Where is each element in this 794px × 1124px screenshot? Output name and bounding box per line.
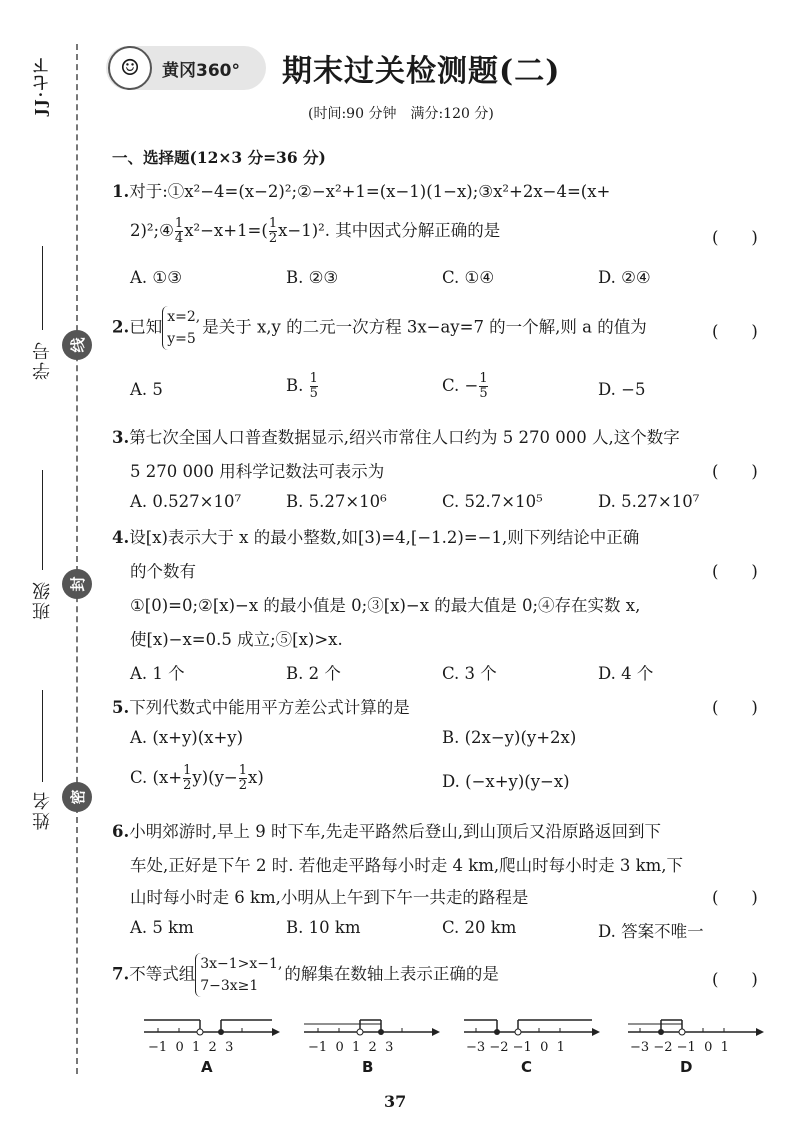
q7-system-brace: 3x−1>x−1, 7−3x≥1: [195, 953, 282, 997]
q2-option-a: A. 5: [130, 380, 163, 399]
q2-option-c: C. − $\frac{1}{5}$: [442, 371, 488, 401]
q1-line1: 1.对于:①x²−4=(x−2)²;②−x²+1=(x−1)(1−x);③x²+2x−4=(x+: [112, 182, 611, 201]
q3-option-a: A. 0.527×10⁷: [130, 492, 242, 511]
q1-answer-paren: ( ): [712, 228, 758, 247]
q1-option-b: B. ②③: [286, 268, 339, 287]
figure-label-d: D: [680, 1058, 693, 1076]
q6-option-c: C. 20 km: [442, 918, 517, 937]
q3-line1: 3.第七次全国人口普查数据显示,绍兴市常住人口约为 5 270 000 人,这个数字: [112, 428, 680, 447]
q4-option-a: A. 1 个: [130, 664, 185, 683]
q5-stem: 5.下列代数式中能用平方差公式计算的是: [112, 698, 410, 717]
number-line-c-ticks: −3 −2 −1 0 1: [466, 1040, 565, 1055]
q4-option-d: D. 4 个: [598, 664, 654, 683]
q4-line3: ①[0)=0;②[x)−x 的最小值是 0;③[x)−x 的最大值是 0;④存在实数 x,: [130, 596, 641, 615]
q2-answer-paren: ( ): [712, 322, 758, 341]
mascot-icon: ☺: [108, 46, 152, 90]
q3-answer-paren: ( ): [712, 462, 758, 481]
q7-answer-paren: ( ): [712, 970, 758, 989]
class-label: 班级: [32, 580, 53, 620]
q3-option-b: B. 5.27×10⁶: [286, 492, 387, 511]
q4-option-b: B. 2 个: [286, 664, 341, 683]
q1-option-d: D. ②④: [598, 268, 651, 287]
seal-line: 线: [62, 330, 92, 360]
exam-info: (时间:90 分钟 满分:120 分): [308, 106, 494, 122]
number-line-d-ticks: −3 −2 −1 0 1: [630, 1040, 729, 1055]
page-number: 37: [384, 1092, 407, 1111]
figure-label-b: B: [362, 1058, 374, 1076]
q1-option-a: A. ①③: [130, 268, 182, 287]
q4-line2: 的个数有: [130, 562, 196, 581]
figure-label-c: C: [521, 1058, 533, 1076]
page-title: 期末过关检测题(二): [282, 54, 561, 89]
q5-option-a: A. (x+y)(x+y): [130, 728, 244, 747]
q2-option-d: D. −5: [598, 380, 646, 399]
grade-tag: JJ·七下: [32, 56, 50, 116]
q6-option-a: A. 5 km: [130, 918, 194, 937]
student-id-label: 学号: [32, 340, 53, 380]
section-heading: 一、选择题(12×3 分=36 分): [112, 148, 326, 167]
q2-system-brace: x=2, y=5: [162, 306, 200, 350]
margin-dashed-line: [76, 44, 78, 1074]
brand-name: 黄冈360°: [162, 61, 240, 81]
q4-option-c: C. 3 个: [442, 664, 497, 683]
q6-option-d: D. 答案不唯一: [598, 922, 704, 941]
q4-line1: 4.设[x)表示大于 x 的最小整数,如[3)=4,[−1.2)=−1,则下列结论中正确: [112, 528, 640, 547]
seal-secret: 密: [62, 782, 92, 812]
q3-option-d: D. 5.27×10⁷: [598, 492, 700, 511]
q3-option-c: C. 52.7×10⁵: [442, 492, 543, 511]
class-blank: [42, 470, 43, 570]
q2-stem: 2.已知 x=2, y=5 是关于 x,y 的二元一次方程 3x−ay=7 的一个解,则 a 的值为: [112, 306, 647, 350]
q1-option-c: C. ①④: [442, 268, 495, 287]
q7-stem: 7.不等式组 3x−1>x−1, 7−3x≥1 的解集在数轴上表示正确的是: [112, 953, 499, 997]
figure-label-a: A: [201, 1058, 213, 1076]
q1-line2: 2)²;④ $\frac{1}{4}$ x²−x+1=( $\frac{1}{2}$ x−1)². 其中因式分解正确的是: [130, 216, 501, 246]
q4-answer-paren: ( ): [712, 562, 758, 581]
student-id-blank: [42, 246, 43, 330]
q5-option-d: D. (−x+y)(y−x): [442, 772, 570, 791]
number-line-b-ticks: −1 0 1 2 3: [308, 1040, 394, 1055]
q6-line3: 山时每小时走 6 km,小明从上午到下午一共走的路程是: [130, 888, 529, 907]
q5-answer-paren: ( ): [712, 698, 758, 717]
q2-option-b: B. $\frac{1}{5}$: [286, 371, 318, 401]
q6-line1: 6.小明郊游时,早上 9 时下车,先走平路然后登山,到山顶后又沿原路返回到下: [112, 822, 661, 841]
q6-line2: 车处,正好是下午 2 时. 若他走平路每小时走 4 km,爬山时每小时走 3 km,下: [130, 856, 683, 875]
number-line-a-ticks: −1 0 1 2 3: [148, 1040, 234, 1055]
q3-line2: 5 270 000 用科学记数法可表示为: [130, 462, 385, 481]
q5-option-c: C. (x+ $\frac{1}{2}$ y)(y− $\frac{1}{2}$ x): [130, 763, 264, 793]
q6-option-b: B. 10 km: [286, 918, 361, 937]
name-label: 姓名: [32, 790, 53, 830]
name-blank: [42, 690, 43, 782]
q4-line4: 使[x)−x=0.5 成立;⑤[x)>x.: [130, 630, 343, 649]
q5-option-b: B. (2x−y)(y+2x): [442, 728, 577, 747]
seal-seal: 封: [62, 569, 92, 599]
q6-answer-paren: ( ): [712, 888, 758, 907]
